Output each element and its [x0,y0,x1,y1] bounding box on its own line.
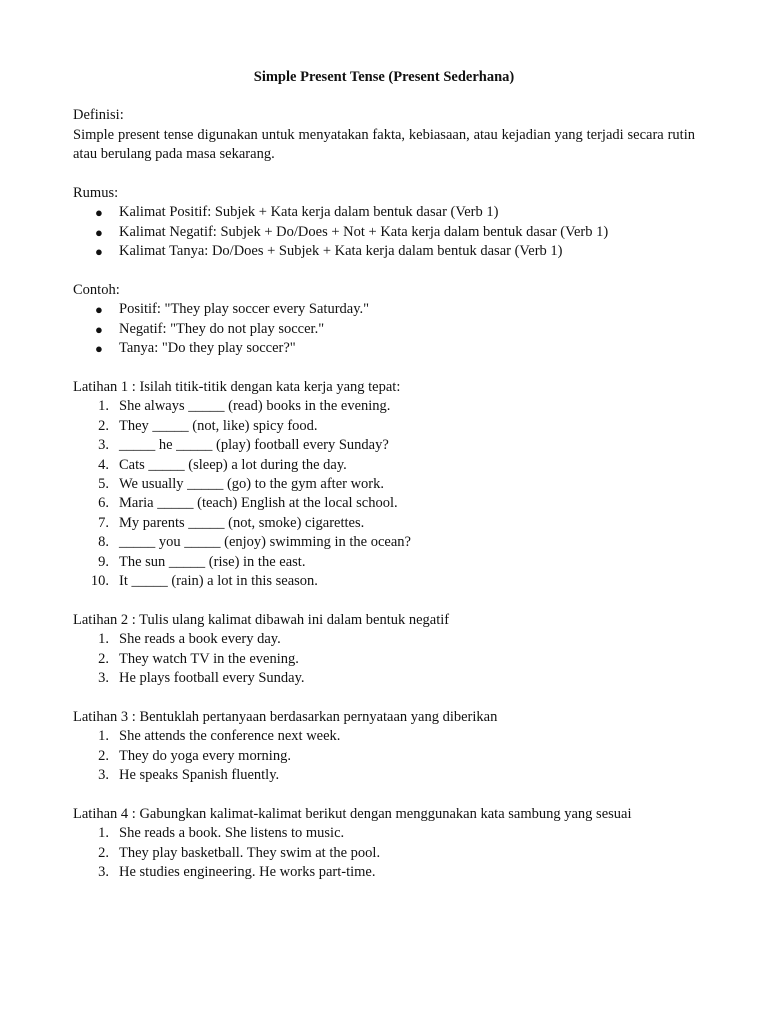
list-item: ● Negatif: "They do not play soccer." [73,320,695,339]
list-item: 2. They watch TV in the evening. [98,650,299,667]
list-item: 7. My parents _____ (not, smoke) cigarettes. [98,514,365,531]
latihan3-section [73,708,695,786]
list-item: ● Kalimat Negatif: Subjek + Do/Does + Not + Kata kerja dalam bentuk dasar (Verb 1) [73,223,695,242]
list-item: 3. He speaks Spanish fluently. [98,767,280,784]
bullet-icon: ● [95,205,103,221]
latihan3-heading: Latihan 3 : Bentuklah pertanyaan berdasarkan pernyataan yang diberikan [73,708,498,725]
list-item: 1. She reads a book. She listens to music. [98,825,345,842]
rumus-heading: Rumus: [73,185,119,202]
latihan2-list [73,630,695,688]
latihan4-heading: Latihan 4 : Gabungkan kalimat-kalimat berikut dengan menggunakan kata sambung yang sesuai [73,805,632,822]
contoh-section [73,281,695,359]
list-item: 10. It _____ (rain) a lot in this season. [90,573,318,590]
latihan1-list [73,397,695,591]
list-item: 2. They _____ (not, like) spicy food. [98,417,318,434]
list-item: 3. He studies engineering. He works part-time. [98,864,376,881]
list-item: 3. _____ he _____ (play) football every Sunday? [98,437,389,454]
latihan3-list [73,727,695,785]
bullet-icon: ● [95,302,103,318]
latihan1-heading: Latihan 1 : Isilah titik-titik dengan kata kerja yang tepat: [73,379,401,396]
latihan2-heading: Latihan 2 : Tulis ulang kalimat dibawah ini dalam bentuk negatif [73,611,450,628]
list-item: ● Kalimat Tanya: Do/Does + Subjek + Kata kerja dalam bentuk dasar (Verb 1) [73,242,695,261]
bullet-icon: ● [95,224,103,240]
contoh-heading: Contoh: [73,282,120,299]
list-item: 1. She reads a book every day. [98,631,281,648]
list-item: 2. They play basketball. They swim at the pool. [98,844,381,861]
latihan4-list [73,824,695,882]
bullet-icon: ● [95,321,103,337]
rumus-list [73,203,695,261]
list-item: 4. Cats _____ (sleep) a lot during the day. [98,456,347,473]
definisi-heading: Definisi: [73,107,124,124]
latihan2-section [73,611,695,689]
list-item: ● Tanya: "Do they play soccer?" [73,339,695,358]
rumus-section [73,184,695,262]
list-item: 1. She always _____ (read) books in the evening. [98,398,391,415]
document-title: Simple Present Tense (Present Sederhana) [253,69,515,85]
bullet-icon: ● [95,244,103,260]
list-item: 1. She attends the conference next week. [98,728,341,745]
bullet-icon: ● [95,341,103,357]
latihan4-section [73,805,695,883]
list-item: 3. He plays football every Sunday. [98,670,305,687]
list-item: 6. Maria _____ (teach) English at the local school. [98,495,398,512]
contoh-list [73,300,695,358]
list-item: 2. They do yoga every morning. [98,747,291,764]
list-item: 8. _____ you _____ (enjoy) swimming in the ocean? [98,534,411,551]
latihan1-section [73,378,695,591]
definisi-section [73,106,695,164]
list-item: ● Kalimat Positif: Subjek + Kata kerja dalam bentuk dasar (Verb 1) [73,203,695,222]
definisi-text: Simple present tense digunakan untuk menyatakan fakta, kebiasaan, atau kejadian yang terjadi secara rutin atau berulang pada masa sekarang. [73,126,695,163]
list-item: 9. The sun _____ (rise) in the east. [98,553,306,570]
list-item: 5. We usually _____ (go) to the gym after work. [98,476,385,493]
list-item: ● Positif: "They play soccer every Saturday." [73,300,695,319]
